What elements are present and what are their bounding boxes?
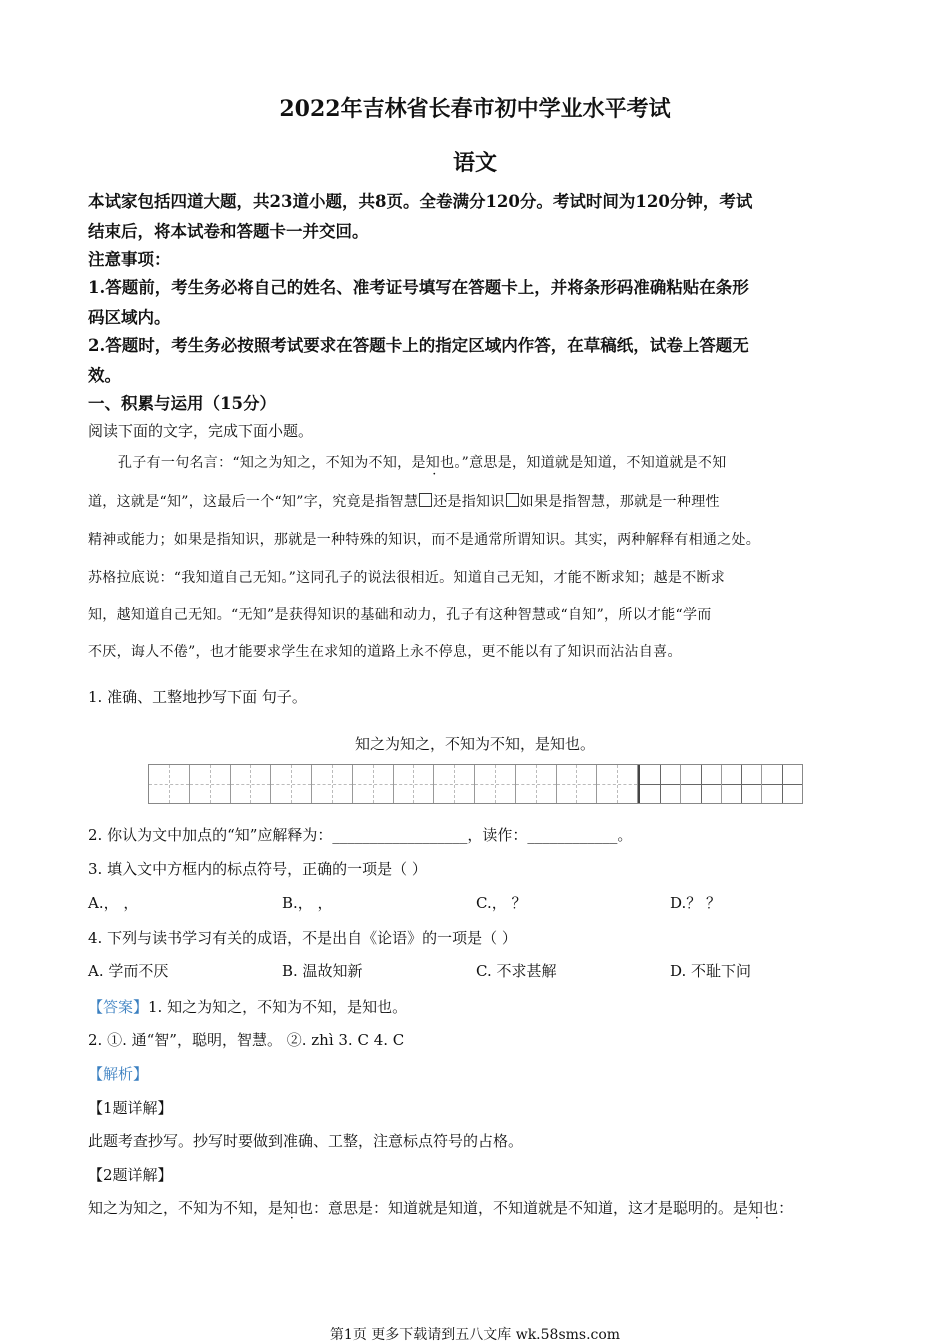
section-1-heading: 一、积累与运用（15分） (88, 394, 276, 413)
passage-line-4: 苏格拉底说：“我知道自己无知。”这同孔子的说法很相近。知道自己无知，才能不断求知；越是不断求 (88, 570, 726, 586)
q1-detail-text: 此题考查抄写。抄写时要做到准确、工整，注意标点符号的占格。 (88, 1132, 524, 1150)
grid-cell (638, 765, 681, 803)
grid-cell (434, 765, 475, 803)
passage-line-2: 道，这就是“知”，这最后一个“知”字，究竟是指智慧 还是指知识 如果是指智慧，那就是一种理性 (88, 494, 720, 510)
intro-line-2: 结束后，将本试卷和答题卡一并交回。 (88, 222, 369, 241)
intro-line-1: 本试家包括四道大题，共23道小题，共8页。全卷满分120分。考试时间为120分钟，考试 (88, 192, 753, 211)
q3-option-a: A.， ， (88, 894, 139, 912)
grid-cell (516, 765, 557, 803)
question-4: 4. 下列与读书学习有关的成语，不是出自《论语》的一项是（ ） (88, 929, 517, 947)
grid-cell (557, 765, 598, 803)
grid-cell (231, 765, 272, 803)
blank-box-1 (419, 493, 432, 507)
grid-cell (312, 765, 353, 803)
answer-label: 【答案】 (88, 998, 149, 1016)
notice-title: 注意事项： (88, 250, 171, 269)
notice-2-line-2: 效。 (88, 366, 121, 385)
passage-line-6: 不厌，诲人不倦”，也才能要求学生在求知的道路上永不停息，更不能以有了知识而沾沾自喜。 (88, 644, 682, 660)
grid-cell (681, 765, 722, 803)
blank-box-2 (506, 493, 519, 507)
section-1-instruction: 阅读下面的文字，完成下面小题。 (88, 422, 314, 440)
grid-cell (149, 765, 190, 803)
passage-line-3: 精神或能力；如果是指知识，那就是一种特殊的知识，而不是通常所谓知识。其实，两种解释有相通之处。 (88, 532, 761, 548)
analysis-label: 【解析】 (88, 1065, 149, 1083)
grid-cell (722, 765, 763, 803)
q1-detail-title: 【1题详解】 (88, 1099, 173, 1117)
copy-grid[interactable] (148, 764, 803, 804)
grid-cell (762, 765, 802, 803)
dotted-char: 知 (283, 1199, 299, 1217)
q3-option-c: C.， ？ (476, 894, 527, 912)
grid-cell (475, 765, 516, 803)
subject-title: 语文 (452, 150, 497, 176)
q3-option-d: D.？ ？ (670, 894, 722, 912)
q4-option-c: C. 不求甚解 (476, 962, 557, 980)
q4-option-d: D. 不耻下问 (670, 962, 752, 980)
q2-detail-title: 【2题详解】 (88, 1166, 173, 1184)
grid-cell (394, 765, 435, 803)
question-2: 2. 你认为文中加点的“知”应解释为：__________________，读作：____________。 (88, 826, 633, 844)
notice-2-line-1: 2.答题时，考生务必按照考试要求在答题卡上的指定区域内作答，在草稿纸，试卷上答题无 (88, 336, 749, 355)
grid-cell (271, 765, 312, 803)
copy-sentence: 知之为知之，不知为不知，是知也。 (354, 735, 595, 753)
grid-cell (597, 765, 638, 803)
q2-detail-text: 知之为知之，不知为不知，是知也：意思是：知道就是知道，不知道就是不知道，这才是聪明的。是知也： (88, 1199, 794, 1217)
notice-1-line-2: 码区域内。 (88, 308, 171, 327)
q3-option-b: B.， ， (282, 894, 333, 912)
answer-line-2: 2. ①. 通“智”，聪明，智慧。 ②. zhì 3. C 4. C (88, 1031, 405, 1049)
passage-line-5: 知，越知道自己无知。“无知”是获得知识的基础和动力，孔子有这种智慧或“自知”，所以才能“学而 (88, 607, 712, 623)
grid-cell (190, 765, 231, 803)
question-3: 3. 填入文中方框内的标点符号，正确的一项是（ ） (88, 860, 427, 878)
dotted-char: 知 (425, 455, 441, 471)
answer-line-1: 【答案】1. 知之为知之，不知为不知，是知也。 (88, 998, 408, 1016)
notice-1-line-1: 1.答题前，考生务必将自己的姓名、准考证号填写在答题卡上，并将条形码准确粘贴在条形 (88, 278, 749, 297)
exam-title: 2022年吉林省长春市初中学业水平考试 (279, 96, 671, 122)
page-footer: 第1页 更多下载请到五八文库 wk.58sms.com (329, 1327, 621, 1343)
passage-line-1: 孔子有一句名言：“知之为知之，不知为不知，是知也。”意思是，知道就是知道，不知道就是不知 (118, 455, 727, 471)
question-1: 1. 准确、工整地抄写下面 句子。 (88, 688, 307, 706)
q4-option-b: B. 温故知新 (282, 962, 363, 980)
dotted-char: 知 (748, 1199, 764, 1217)
grid-cell (353, 765, 394, 803)
q4-option-a: A. 学而不厌 (88, 962, 169, 980)
